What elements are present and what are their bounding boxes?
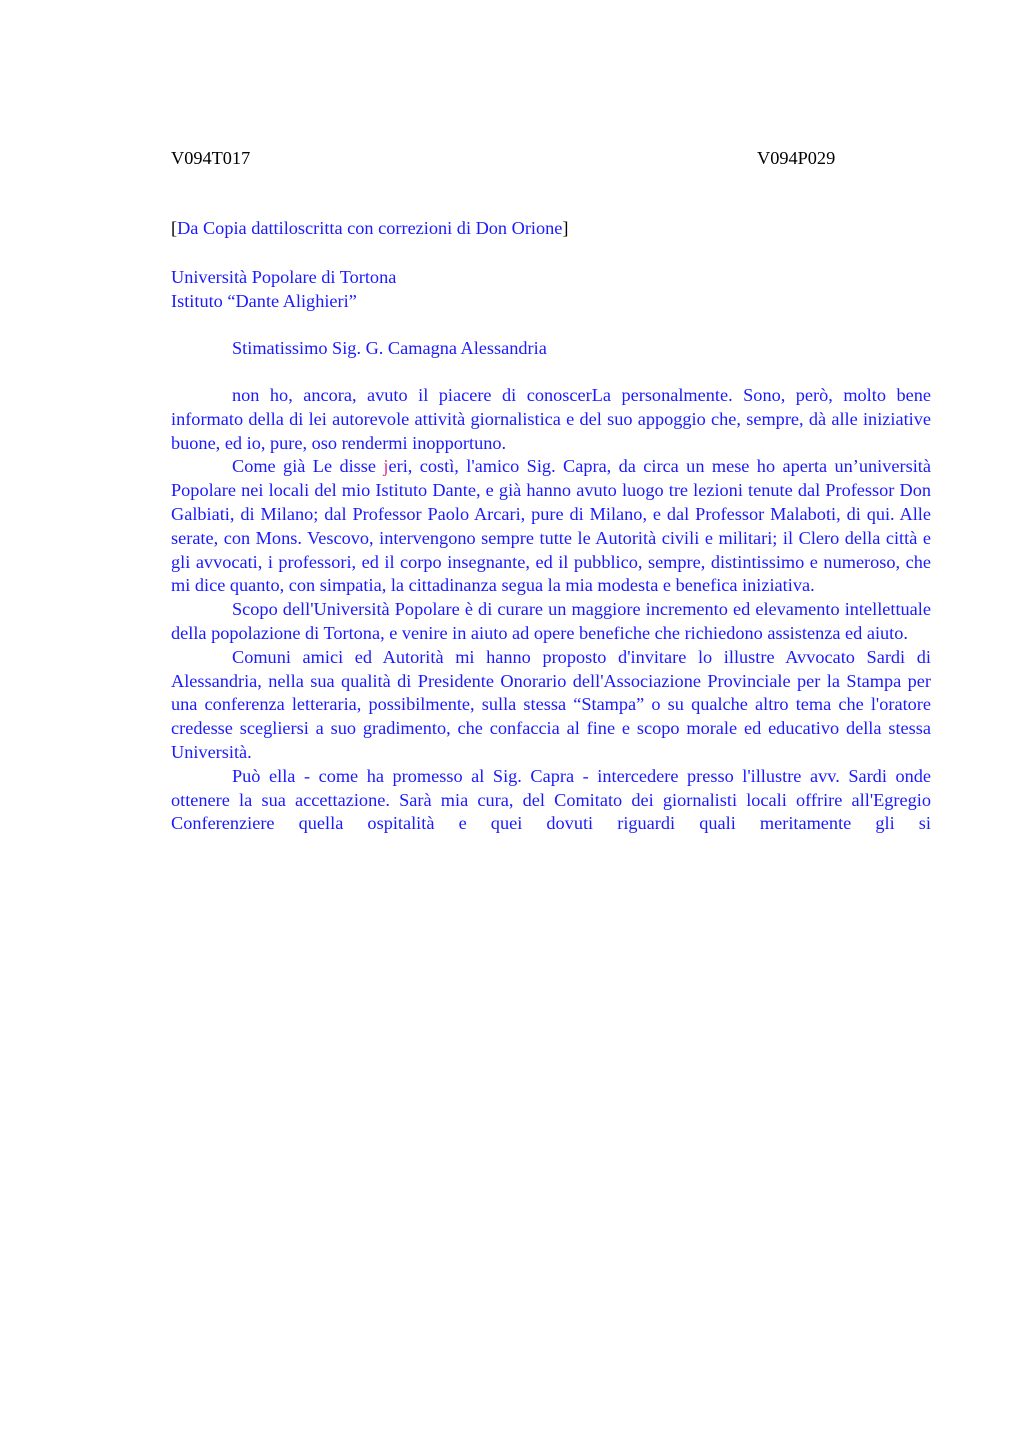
paragraph-1: non ho, ancora, avuto il piacere di conoscerLa personalmente. Sono, però, molto bene informato della di lei autorevole attività giornalistica e del suo appoggio che, sempre, dà alle iniziative buone, ed io, pure, oso rendermi inopportuno.: [171, 385, 931, 453]
source-open-bracket: [: [171, 218, 178, 238]
source-note-text: Da Copia dattiloscritta con correzioni di Don Orione: [177, 218, 563, 238]
document-code-right: V094P029: [757, 148, 836, 168]
source-note: [171, 217, 569, 241]
salutation: Stimatissimo Sig. G. Camagna Alessandria: [232, 338, 547, 358]
document-code-left: V094T017: [171, 148, 251, 168]
institution-institute: Istituto “Dante Alighieri”: [171, 291, 357, 311]
correction-mark: j: [383, 456, 389, 477]
paragraph-4: Comuni amici ed Autorità mi hanno proposto d'invitare lo illustre Avvocato Sardi di Alessandria, nella sua qualità di Presidente Onorario dell'Associazione Provinciale per la Stampa per una conferenza letteraria, possibilmente, sulla stessa “Stampa” o su qualche altro tema che l'oratore credesse scegliersi a suo gradimento, che confaccia al fine e scopo morale ed educativo della stessa Università.: [171, 646, 931, 762]
paragraph-5: Può ella - come ha promesso al Sig. Capra - intercedere presso l'illustre avv. Sardi onde ottenere la sua accettazione. Sarà mia cura, del Comitato dei giornalisti locali offrire all'Egregio Conferenziere quella ospitalità e quei dovuti riguardi quali meritamente gli si: [171, 765, 931, 834]
paragraph-3: Scopo dell'Università Popolare è di curare un maggiore incremento ed elevamento intellettuale della popolazione di Tortona, e venire in aiuto ad opere benefiche che richiedono assistenza ed aiuto.: [171, 599, 931, 643]
source-close-bracket: ]: [562, 218, 569, 238]
paragraph-2: [171, 455, 931, 598]
letter-body: [171, 384, 931, 836]
paragraph-2-rest: eri, costì, l'amico Sig. Capra, da circa un mese ho aperta un’università Popolare nei locali del mio Istituto Dante, e già hanno avuto luogo tre lezioni tenute dal Professor Don Galbiati, di Milano; dal Professor Paolo Arcari, pure di Milano, e dal Professor Malaboti, di qui. Alle serate, con Mons. Vescovo, intervengono sempre tutte le Autorità civili e militari; il Clero della città e gli avvocati, i professori, ed il corpo insegnante, ed il pubblico, sempre, distintissimo e numeroso, che mi dice quanto, con simpatia, la cittadinanza segua la mia modesta e benefica iniziativa.: [171, 456, 931, 596]
paragraph-2-start: Come già Le disse: [232, 456, 384, 477]
institution-name: Università Popolare di Tortona: [171, 267, 397, 287]
